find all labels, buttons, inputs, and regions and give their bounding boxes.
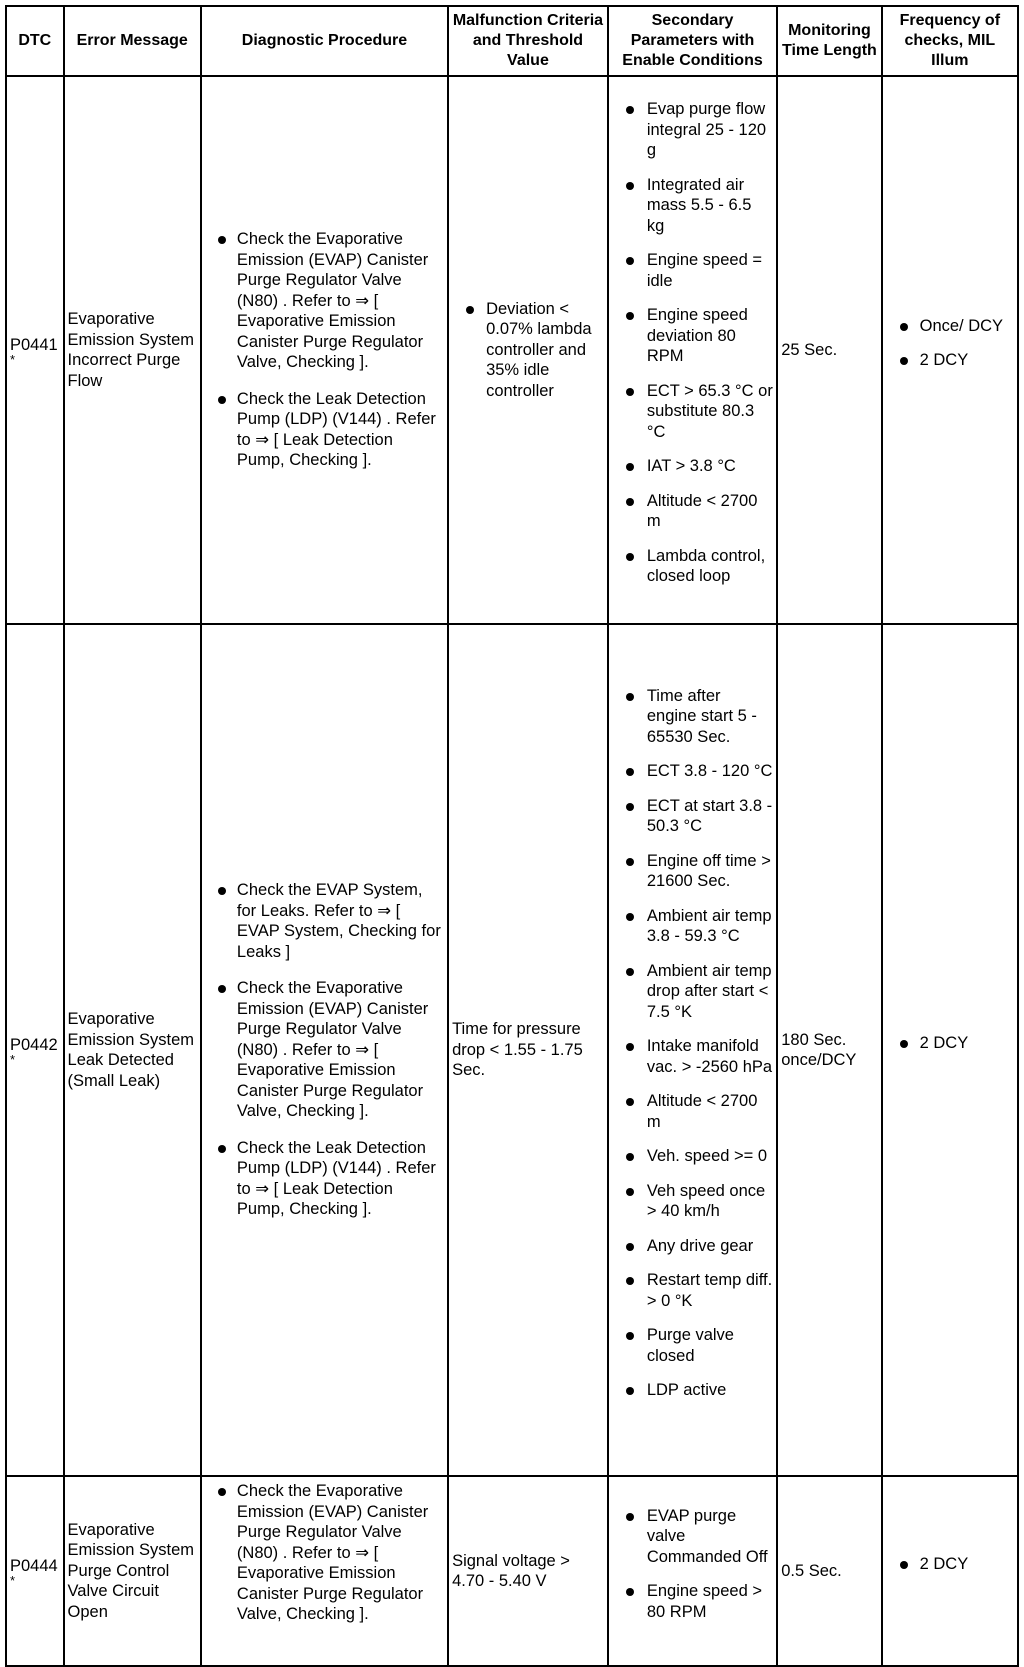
list-item: Purge valve closed — [612, 1325, 773, 1366]
list-item: IAT > 3.8 °C — [612, 456, 773, 477]
malfunction-criteria-cell — [448, 76, 608, 624]
list-item: Check the Leak Detection Pump (LDP) (V144) . Refer to ⇒ [ Leak Detection Pump, Checking ]. — [205, 1138, 444, 1220]
list-item: Any drive gear — [612, 1236, 773, 1257]
list-item: Engine speed deviation 80 RPM — [612, 305, 773, 367]
list-item: Evap purge flow integral 25 - 120 g — [612, 99, 773, 161]
list-item: Veh speed once > 40 km/h — [612, 1181, 773, 1222]
monitoring-time-cell: 180 Sec. once/DCY — [777, 624, 881, 1476]
secondary-parameters-list — [612, 1506, 773, 1623]
list-item: 2 DCY — [886, 1554, 1014, 1575]
list-item: 2 DCY — [886, 1033, 1014, 1054]
list-item: ECT > 65.3 °C or substitute 80.3 °C — [612, 381, 773, 443]
list-item: Veh. speed >= 0 — [612, 1146, 773, 1167]
list-item: Altitude < 2700 m — [612, 1091, 773, 1132]
header-dtc: DTC — [6, 6, 64, 76]
diagnostic-procedure-cell — [201, 76, 448, 624]
list-item: Engine speed > 80 RPM — [612, 1581, 773, 1622]
dtc-code: P0444 — [10, 1556, 58, 1575]
header-secondary-parameters: Secondary Parameters with Enable Conditions — [608, 6, 777, 76]
header-diagnostic-procedure: Diagnostic Procedure — [201, 6, 448, 76]
malfunction-criteria-cell: Signal voltage > 4.70 - 5.40 V — [448, 1476, 608, 1666]
dtc-code-cell — [6, 624, 64, 1476]
frequency-cell — [882, 1476, 1018, 1666]
list-item: Intake manifold vac. > -2560 hPa — [612, 1036, 773, 1077]
table-row — [6, 1476, 1018, 1666]
list-item: EVAP purge valve Commanded Off — [612, 1506, 773, 1568]
dtc-code: P0442 — [10, 1035, 58, 1054]
list-item: Restart temp diff. > 0 °K — [612, 1270, 773, 1311]
dtc-marker: * — [10, 1573, 16, 1589]
list-item: Engine off time > 21600 Sec. — [612, 851, 773, 892]
monitoring-time-cell: 25 Sec. — [777, 76, 881, 624]
dtc-code-cell — [6, 1476, 64, 1666]
list-item: LDP active — [612, 1380, 773, 1401]
diagnostic-procedure-list — [205, 1481, 444, 1625]
list-item: Ambient air temp drop after start < 7.5 °K — [612, 961, 773, 1023]
header-row — [6, 6, 1018, 76]
monitoring-time-cell: 0.5 Sec. — [777, 1476, 881, 1666]
table-row — [6, 76, 1018, 624]
secondary-parameters-list — [612, 686, 773, 1401]
diagnostic-procedure-cell — [201, 624, 448, 1476]
list-item: Time after engine start 5 - 65530 Sec. — [612, 686, 773, 748]
frequency-list — [886, 1554, 1014, 1575]
diagnostic-procedure-list — [205, 229, 444, 471]
header-monitoring-time: Monitoring Time Length — [777, 6, 881, 76]
secondary-parameters-list — [612, 99, 773, 587]
dtc-marker: * — [10, 1052, 16, 1068]
error-message-cell: Evaporative Emission System Purge Control Valve Circuit Open — [64, 1476, 201, 1666]
header-malfunction-criteria: Malfunction Criteria and Threshold Value — [448, 6, 608, 76]
malfunction-criteria-cell: Time for pressure drop < 1.55 - 1.75 Sec. — [448, 624, 608, 1476]
table-row — [6, 624, 1018, 1476]
error-message-cell: Evaporative Emission System Leak Detected (Small Leak) — [64, 624, 201, 1476]
list-item: ECT 3.8 - 120 °C — [612, 761, 773, 782]
list-item: Check the EVAP System, for Leaks. Refer to ⇒ [ EVAP System, Checking for Leaks ] — [205, 880, 444, 962]
diagnostic-procedure-cell — [201, 1476, 448, 1666]
frequency-list — [886, 1033, 1014, 1054]
list-item: Check the Evaporative Emission (EVAP) Canister Purge Regulator Valve (N80) . Refer to ⇒ [ Evaporative Emission Canister Purge Regulator Valve, Checking ]. — [205, 1481, 444, 1625]
header-frequency: Frequency of checks, MIL Illum — [882, 6, 1018, 76]
list-item: Engine speed = idle — [612, 250, 773, 291]
dtc-code-cell — [6, 76, 64, 624]
frequency-list — [886, 316, 1014, 371]
dtc-marker: * — [10, 352, 16, 368]
list-item: Deviation < 0.07% lambda controller and 35% idle controller — [452, 299, 604, 402]
list-item: Check the Evaporative Emission (EVAP) Canister Purge Regulator Valve (N80) . Refer to ⇒ [ Evaporative Emission Canister Purge Regulator Valve, Checking ]. — [205, 229, 444, 373]
list-item: Check the Leak Detection Pump (LDP) (V144) . Refer to ⇒ [ Leak Detection Pump, Checking ]. — [205, 389, 444, 471]
list-item: Ambient air temp 3.8 - 59.3 °C — [612, 906, 773, 947]
list-item: 2 DCY — [886, 350, 1014, 371]
frequency-cell — [882, 76, 1018, 624]
secondary-parameters-cell — [608, 1476, 777, 1666]
frequency-cell — [882, 624, 1018, 1476]
list-item: ECT at start 3.8 - 50.3 °C — [612, 796, 773, 837]
dtc-table — [5, 5, 1019, 1667]
list-item: Altitude < 2700 m — [612, 491, 773, 532]
diagnostic-procedure-list — [205, 880, 444, 1220]
list-item: Check the Evaporative Emission (EVAP) Canister Purge Regulator Valve (N80) . Refer to ⇒ [ Evaporative Emission Canister Purge Regulator Valve, Checking ]. — [205, 978, 444, 1122]
list-item: Integrated air mass 5.5 - 6.5 kg — [612, 175, 773, 237]
secondary-parameters-cell — [608, 624, 777, 1476]
dtc-code: P0441 — [10, 335, 58, 354]
secondary-parameters-cell — [608, 76, 777, 624]
malfunction-criteria-list — [452, 299, 604, 402]
error-message-cell: Evaporative Emission System Incorrect Purge Flow — [64, 76, 201, 624]
list-item: Once/ DCY — [886, 316, 1014, 337]
list-item: Lambda control, closed loop — [612, 546, 773, 587]
header-error-message: Error Message — [64, 6, 201, 76]
